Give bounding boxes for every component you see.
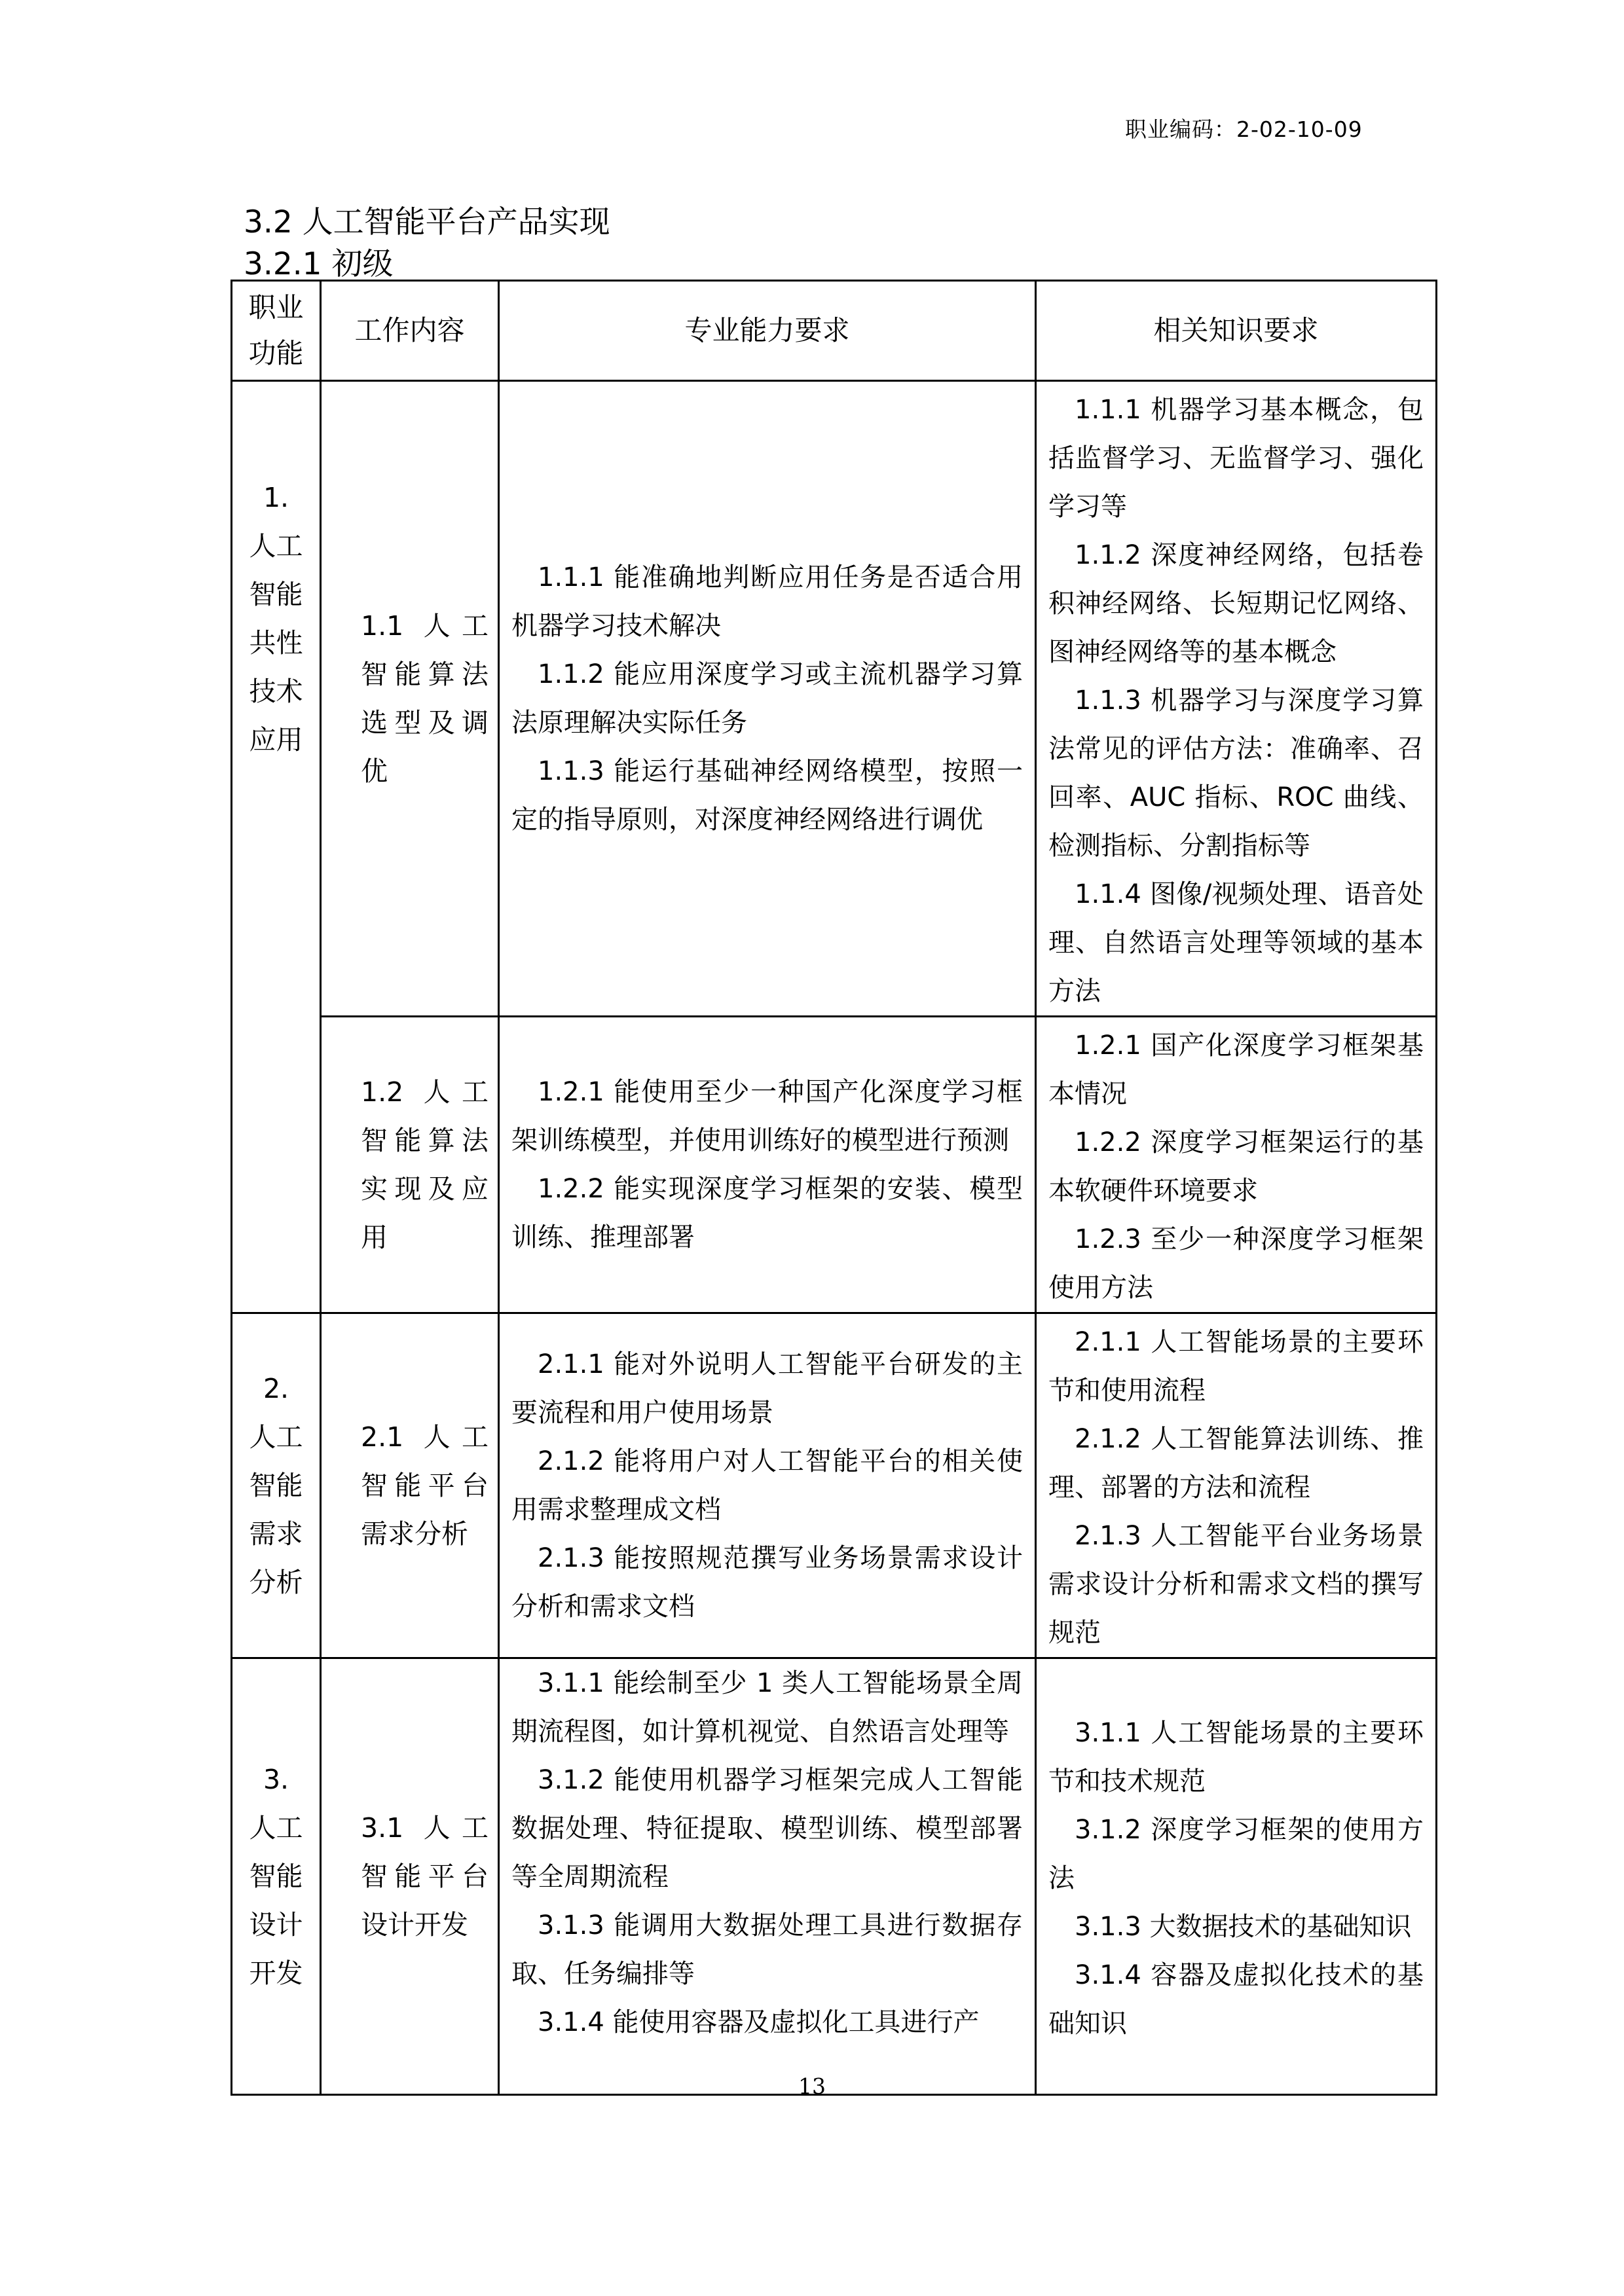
knowledge-cell: [1036, 1017, 1437, 1313]
table-row: [232, 1017, 1437, 1313]
header-abilities: 专业能力要求: [499, 281, 1036, 381]
function-cell-2: 2. 人工 智能 需求 分析: [232, 1313, 321, 1658]
knowledge-item: 3.1.3 大数据技术的基础知识: [1075, 1912, 1412, 1942]
ability-item: 2.1.2 能将用户对人工智能平台的相关使用需求整理成文档: [511, 1446, 1023, 1525]
ability-item: 1.2.2 能实现深度学习框架的安装、模型训练、推理部署: [511, 1174, 1023, 1252]
work-cell: 2.1 人工智能平台需求分析: [321, 1313, 499, 1658]
work-cell: 1.1 人工智能算法选型及调优: [321, 381, 499, 1017]
ability-item: 1.1.1 能准确地判断应用任务是否适合用机器学习技术解决: [511, 562, 1023, 641]
knowledge-item: 1.1.1 机器学习基本概念，包括监督学习、无监督学习、强化学习等: [1048, 395, 1424, 522]
table-header-row: [232, 281, 1437, 381]
knowledge-cell: [1036, 1658, 1437, 2095]
ability-item: 2.1.3 能按照规范撰写业务场景需求设计分析和需求文档: [511, 1543, 1023, 1622]
header-function: 职业功能: [232, 281, 321, 381]
competency-table: [231, 280, 1437, 2096]
ability-item: 3.1.3 能调用大数据处理工具进行数据存取、任务编排等: [511, 1910, 1023, 1989]
knowledge-item: 2.1.2 人工智能算法训练、推理、部署的方法和流程: [1048, 1424, 1424, 1503]
knowledge-item: 1.2.2 深度学习框架运行的基本软硬件环境要求: [1048, 1127, 1424, 1206]
knowledge-item: 2.1.1 人工智能场景的主要环节和使用流程: [1048, 1327, 1424, 1406]
work-cell: 3.1 人工智能平台设计开发: [321, 1658, 499, 2095]
page-number: 13: [798, 2073, 826, 2099]
ability-cell: [499, 1313, 1036, 1658]
ability-item: 2.1.1 能对外说明人工智能平台研发的主要流程和用户使用场景: [511, 1349, 1023, 1428]
knowledge-item: 1.2.1 国产化深度学习框架基本情况: [1048, 1030, 1424, 1109]
table-row: [232, 1658, 1437, 2095]
table-row: [232, 1313, 1437, 1658]
ability-cell: [499, 1017, 1036, 1313]
knowledge-item: 2.1.3 人工智能平台业务场景需求设计分析和需求文档的撰写规范: [1048, 1521, 1424, 1648]
knowledge-item: 1.1.4 图像/视频处理、语音处理、自然语言处理等领域的基本方法: [1048, 879, 1424, 1006]
ability-item: 3.1.4 能使用容器及虚拟化工具进行产: [538, 2007, 980, 2037]
function-cell-1: 1. 人工 智能 共性 技术 应用: [232, 381, 321, 1313]
knowledge-item: 3.1.1 人工智能场景的主要环节和技术规范: [1048, 1718, 1424, 1796]
ability-item: 3.1.2 能使用机器学习框架完成人工智能数据处理、特征提取、模型训练、模型部署等全周期流程: [511, 1765, 1023, 1892]
ability-cell: [499, 1658, 1036, 2095]
section-title: 3.2 人工智能平台产品实现: [244, 204, 610, 240]
knowledge-cell: [1036, 381, 1437, 1017]
ability-item: 3.1.1 能绘制至少 1 类人工智能场景全周期流程图，如计算机视觉、自然语言处理等: [511, 1668, 1023, 1747]
function-cell-3: 3. 人工 智能 设计 开发: [232, 1658, 321, 2095]
knowledge-cell: [1036, 1313, 1437, 1658]
knowledge-item: 3.1.4 容器及虚拟化技术的基础知识: [1048, 1960, 1424, 2039]
knowledge-item: 1.1.3 机器学习与深度学习算法常见的评估方法：准确率、召回率、AUC 指标、ROC 曲线、检测指标、分割指标等: [1048, 685, 1424, 861]
knowledge-item: 3.1.2 深度学习框架的使用方法: [1048, 1815, 1424, 1893]
section-subtitle: 3.2.1 初级: [244, 246, 394, 282]
work-cell: 1.2 人工智能算法实现及应用: [321, 1017, 499, 1313]
table-row: [232, 381, 1437, 1017]
header-knowledge: 相关知识要求: [1036, 281, 1437, 381]
ability-item: 1.1.2 能应用深度学习或主流机器学习算法原理解决实际任务: [511, 659, 1023, 738]
knowledge-item: 1.1.2 深度神经网络，包括卷积神经网络、长短期记忆网络、图神经网络等的基本概念: [1048, 540, 1424, 667]
occupation-code: 职业编码：2-02-10-09: [1125, 117, 1363, 142]
ability-item: 1.2.1 能使用至少一种国产化深度学习框架训练模型，并使用训练好的模型进行预测: [511, 1077, 1023, 1156]
knowledge-item: 1.2.3 至少一种深度学习框架使用方法: [1048, 1224, 1424, 1303]
ability-cell: [499, 381, 1036, 1017]
ability-item: 1.1.3 能运行基础神经网络模型，按照一定的指导原则，对深度神经网络进行调优: [511, 756, 1023, 835]
header-work: 工作内容: [321, 281, 499, 381]
